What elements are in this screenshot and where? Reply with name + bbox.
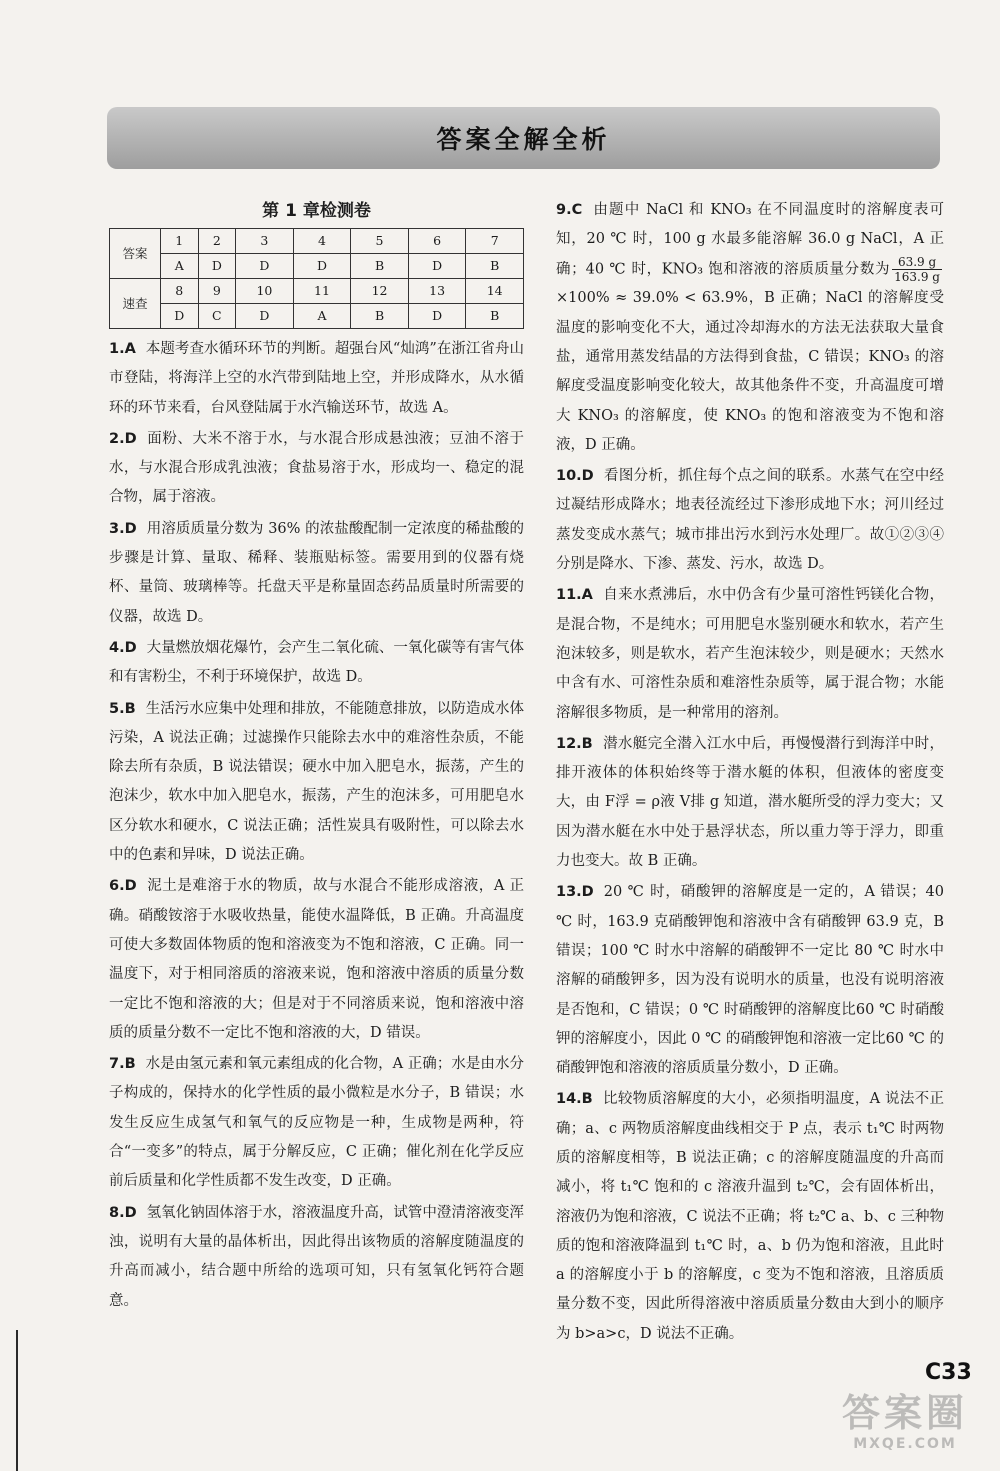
table-cell: 8 <box>161 279 199 304</box>
answer-item <box>556 462 944 579</box>
table-cell: 5 <box>351 229 409 254</box>
right-column <box>556 196 944 1351</box>
item-number: 2.D <box>109 430 137 447</box>
item-text: 由题中 NaCl 和 KNO₃ 在不同温度时的溶解度表可知，20 ℃ 时，100 g 水最多能溶解 36.0 g NaCl，A 正确；40 ℃ 时，KNO₃ 饱和溶液的溶质质量分数为 <box>556 202 944 278</box>
table-cell: A <box>161 254 199 279</box>
table-cell: D <box>161 304 199 329</box>
answer-table <box>109 228 524 329</box>
table-cell: 2 <box>198 229 236 254</box>
table-cell: 10 <box>236 279 294 304</box>
answer-item <box>556 878 944 1083</box>
table-cell: B <box>466 304 524 329</box>
table-label-top: 答案 <box>110 229 161 279</box>
binding-line <box>16 1330 18 1471</box>
table-cell: 14 <box>466 279 524 304</box>
watermark-text: 答案圈 <box>841 1391 968 1435</box>
table-cell: 7 <box>466 229 524 254</box>
answer-item <box>556 1085 944 1349</box>
watermark-url: MXQE.COM <box>853 1436 957 1452</box>
table-cell: C <box>198 304 236 329</box>
table-cell: D <box>408 254 466 279</box>
table-cell: 9 <box>198 279 236 304</box>
answer-item <box>109 1050 524 1196</box>
table-cell: 4 <box>293 229 351 254</box>
chapter-title: 第 1 章检测卷 <box>262 201 371 221</box>
table-cell: D <box>408 304 466 329</box>
watermark-logo <box>820 1390 990 1460</box>
item-number: 9.C <box>556 202 583 218</box>
item-number: 1.A <box>109 341 136 357</box>
item-text: 面粉、大米不溶于水，与水混合形成悬浊液；豆油不溶于水，与水混合形成乳浊液；食盐易溶于水，形成均一、稳定的混合物，属于溶液。 <box>109 430 524 506</box>
item-number: 5.B <box>109 700 136 717</box>
item-number: 8.D <box>109 1204 137 1221</box>
item-text: 用溶质质量分数为 36% 的浓盐酸配制一定浓度的稀盐酸的步骤是计算、量取、稀释、装瓶贴标签。需要用到的仪器有烧杯、量筒、玻璃棒等。托盘天平是称量固态药品质量时所需要的仪器，故选 D。 <box>109 520 524 625</box>
table-cell: 13 <box>408 279 466 304</box>
item-text-continued: ×100% ≈ 39.0% < 63.9%，B 正确；NaCl 的溶解度受温度的影响变化不大，通过冷却海水的方法无法获取大量食盐，通常用蒸发结晶的方法得到食盐，C 错误；KNO₃ 的溶解度受温度影响变化较大，故其他条件不变，升高温度可增大 KNO₃ 的溶解度，使 KNO₃ 的饱和溶液变为不饱和溶液，D 正确。 <box>556 290 944 453</box>
table-cell: 1 <box>161 229 199 254</box>
answer-item <box>109 634 524 693</box>
answer-item <box>109 515 524 632</box>
table-cell: D <box>198 254 236 279</box>
answer-item <box>556 196 944 460</box>
answer-item <box>109 695 524 871</box>
item-text: 20 ℃ 时，硝酸钾的溶解度是一定的，A 错误；40 ℃ 时，163.9 克硝酸钾饱和溶液中含有硝酸钾 63.9 克，B 错误；100 ℃ 时水中溶解的硝酸钾不一定比 80 ℃ 时水中溶解的硝酸钾多，因为没有说明水的质量，也没有说明溶液是否饱和，C 错误；0 ℃ 时硝酸钾的溶解度比60 ℃ 时硝酸钾的溶解度小，因此 0 ℃ 的硝酸钾饱和溶液一定比60 ℃ 的硝酸钾饱和溶液的溶质质量分数小，D 正确。 <box>556 884 944 1077</box>
page-title: 答案全解全析 <box>436 125 611 154</box>
fraction-numerator: 63.9 g <box>892 255 942 270</box>
fraction <box>892 255 942 284</box>
table-cell: D <box>293 254 351 279</box>
table-cell: B <box>466 254 524 279</box>
item-text: 水是由氢元素和氧元素组成的化合物，A 正确；水是由水分子构成的，保持水的化学性质的最小微粒是水分子，B 错误；水发生反应生成氢气和氧气的反应物是一种，生成物是两种，符合“一变多”的特点，属于分解反应，C 正确；催化剂在化学反应前后质量和化学性质都不发生改变，D 正确。 <box>109 1056 524 1190</box>
answer-item <box>109 872 524 1048</box>
answer-item <box>109 1199 524 1316</box>
item-number: 7.B <box>109 1056 136 1073</box>
page-number: C33 <box>925 1360 972 1385</box>
table-cell: B <box>351 254 409 279</box>
item-text: 看图分析，抓住每个点之间的联系。水蒸气在空中经过凝结形成降水；地表径流经过下渗形成地下水；河川经过蒸发变成水蒸气；城市排出污水到污水处理厂。故①②③④分别是降水、下渗、蒸发、污水，故选 D。 <box>556 468 944 573</box>
item-text: 本题考查水循环环节的判断。超强台风“灿鸿”在浙江省舟山市登陆，将海洋上空的水汽带到陆地上空，并形成降水，从水循环的环节来看，台风登陆属于水汽输送环节，故选 A。 <box>109 341 524 416</box>
item-text: 潜水艇完全潜入江水中后，再慢慢潜行到海洋中时，排开液体的体积始终等于潜水艇的体积，但液体的密度变大，由 F浮 = ρ液 V排 g 知道，潜水艇所受的浮力变大；又因为潜水艇在水中处于悬浮状态，所以重力等于浮力，即重力也变大。故 B 正确。 <box>556 735 944 870</box>
table-label-bottom: 速查 <box>110 279 161 329</box>
item-number: 3.D <box>109 520 137 537</box>
table-cell: D <box>236 304 294 329</box>
item-number: 11.A <box>556 587 593 604</box>
item-text: 比较物质溶解度的大小，必须指明温度，A 说法不正确；a、c 两物质溶解度曲线相交于 P 点，表示 t₁℃ 时两物质的溶解度相等，B 说法正确；c 的溶解度随温度的升高而减小，将 t₁℃ 饱和的 c 溶液升温到 t₂℃，会有固体析出，溶液仍为饱和溶液，C 说法不正确；将 t₂℃ a、b、c 三种物质的饱和溶液降温到 t₁℃ 时，a、b 仍为饱和溶液，且此时 a 的溶解度小于 b 的溶解度，c 变为不饱和溶液，且溶质质量分数不变，因此所得溶液中溶质质量分数由大到小的顺序为 b>a>c，D 说法不正确。 <box>556 1091 944 1342</box>
table-cell: 6 <box>408 229 466 254</box>
table-cell: D <box>236 254 294 279</box>
answer-item <box>556 730 944 876</box>
item-text: 大量燃放烟花爆竹，会产生二氧化硫、一氧化碳等有害气体和有害粉尘，不利于环境保护，故选 D。 <box>109 639 524 686</box>
answer-item <box>556 581 944 727</box>
table-cell: B <box>351 304 409 329</box>
item-text: 氢氧化钠固体溶于水，溶液温度升高，试管中澄清溶液变浑浊，说明有大量的晶体析出，因此得出该物质的溶解度随温度的升高而减小，结合题中所给的选项可知，只有氢氧化钙符合题意。 <box>109 1204 524 1309</box>
table-cell: 3 <box>236 229 294 254</box>
left-column <box>109 196 524 1318</box>
item-text: 泥土是难溶于水的物质，故与水混合不能形成溶液，A 正确。硝酸铵溶于水吸收热量，能使水温降低，B 正确。升高温度可使大多数固体物质的饱和溶液变为不饱和溶液，C 正确。同一温度下，对于相同溶质的溶液来说，饱和溶液中溶质的质量分数一定比不饱和溶液的大；但是对于不同溶质来说，饱和溶液中溶质的质量分数不一定比不饱和溶液的大，D 错误。 <box>109 878 524 1041</box>
item-number: 14.B <box>556 1091 593 1108</box>
item-number: 6.D <box>109 878 137 895</box>
answer-item <box>109 425 524 513</box>
answer-item <box>109 335 524 423</box>
table-cell: A <box>293 304 351 329</box>
item-number: 12.B <box>556 735 593 752</box>
item-number: 10.D <box>556 468 594 485</box>
header-banner <box>107 107 940 169</box>
item-number: 4.D <box>109 639 137 656</box>
table-cell: 11 <box>293 279 351 304</box>
item-text: 自来水煮沸后，水中仍含有少量可溶性钙镁化合物，是混合物，不是纯水；可用肥皂水鉴别硬水和软水，若产生泡沫较多，则是软水，若产生泡沫较少，则是硬水；天然水中含有水、可溶性杂质和难溶性杂质等，属于混合物；水能溶解很多物质，是一种常用的溶剂。 <box>556 587 944 721</box>
table-cell: 12 <box>351 279 409 304</box>
item-text: 生活污水应集中处理和排放，不能随意排放，以防造成水体污染，A 说法正确；过滤操作只能除去水中的难溶性杂质，不能除去所有杂质，B 说法错误；硬水中加入肥皂水，振荡，产生的泡沫少，软水中加入肥皂水，振荡，产生的泡沫多，可用肥皂水区分软水和硬水，C 说法正确；活性炭具有吸附性，可以除去水中的色素和异味，D 说法正确。 <box>109 700 524 864</box>
fraction-denominator: 163.9 g <box>894 269 940 284</box>
item-number: 13.D <box>556 884 594 901</box>
